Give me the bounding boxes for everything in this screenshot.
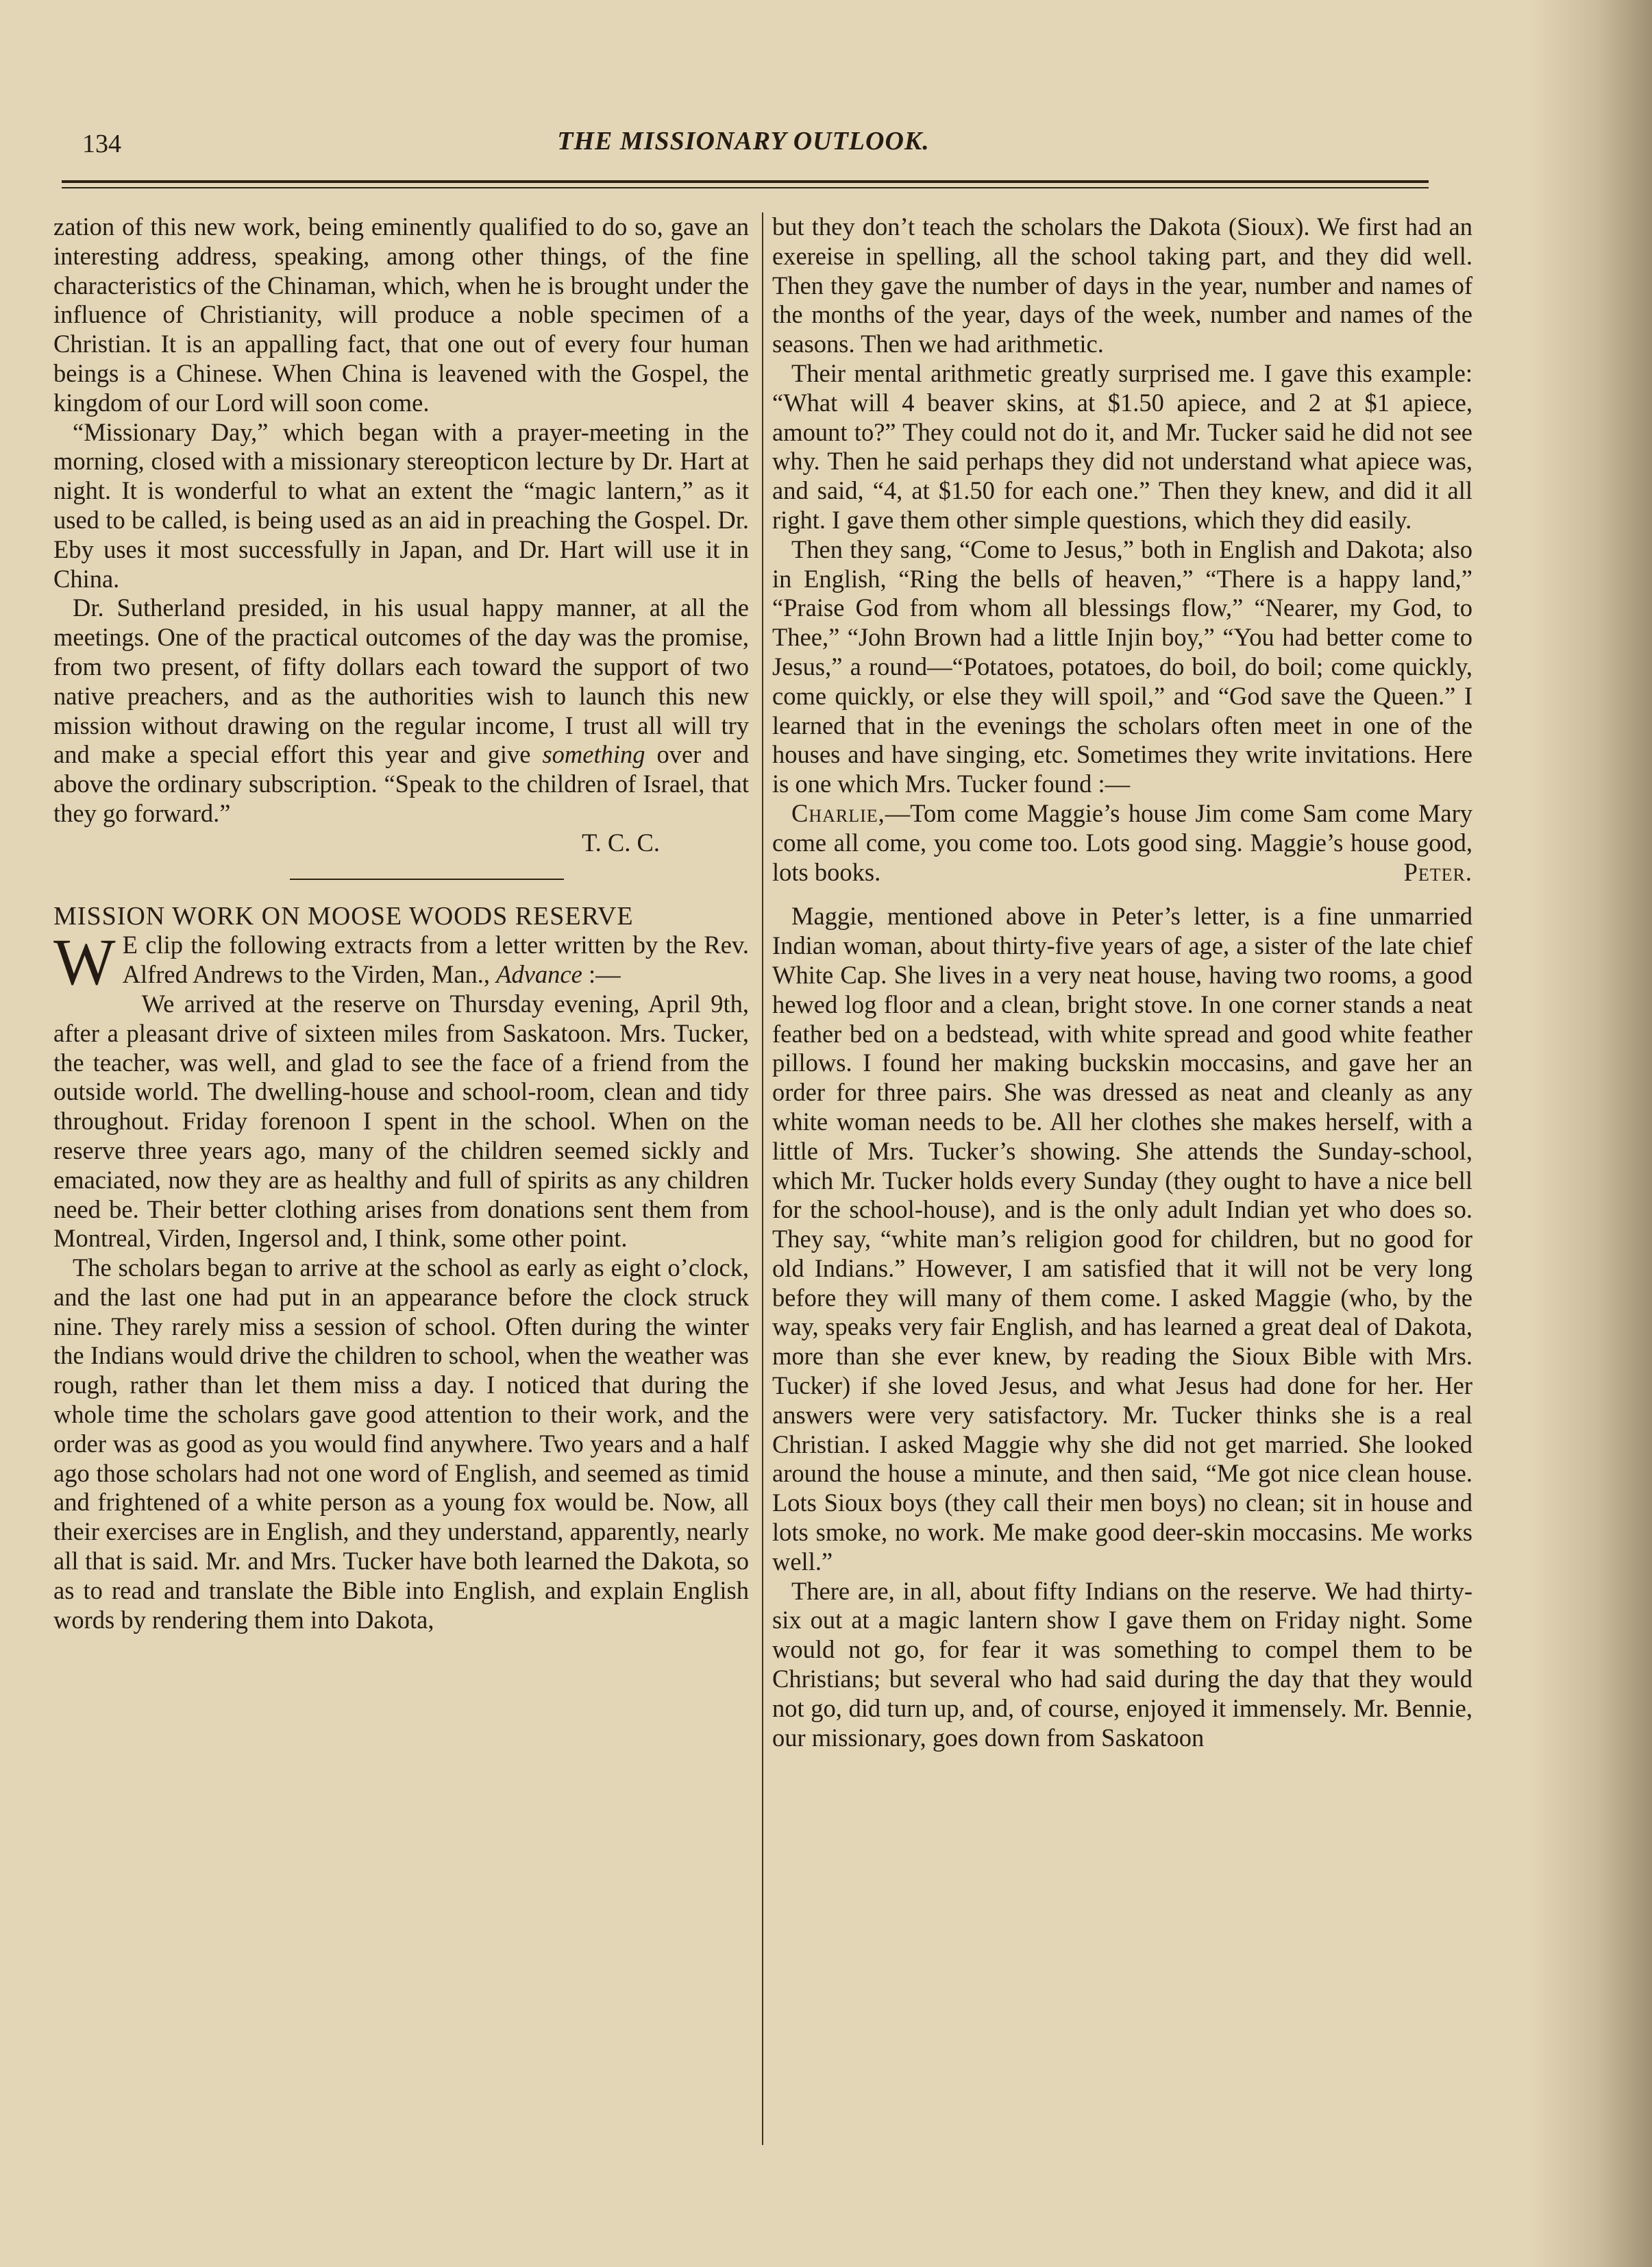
paragraph-text: E clip the following extracts from a letter written by the Rev. Alfred Andrews to the Virden, Man., xyxy=(122,931,749,989)
drop-cap: W xyxy=(53,925,116,999)
column-divider xyxy=(762,212,763,2145)
emphasis-text: something xyxy=(542,740,645,769)
paragraph xyxy=(53,593,749,828)
paragraph: There are, in all, about fifty Indians on the reserve. We had thirty-six out at a magic lantern show I gave them on Friday night. Some would not go, for fear it was something to compel them to be Christians; but several who had said during the day that they would not go, did turn up, and, of course, enjoyed it immensely. Mr. Bennie, our missionary, goes down from Saskatoon xyxy=(772,1576,1472,1752)
left-column xyxy=(53,212,749,1634)
header-rule-thin xyxy=(62,187,1429,188)
letter-text: —Tom come Maggie’s house Jim come Sam come Mary come all come, you come too. Lots good sing. Maggie’s house good, lots books. xyxy=(772,798,1472,886)
paragraph: Then they sang, “Come to Jesus,” both in English and Dakota; also in English, “Ring the bells of heaven,” “There is a happy land,” “Praise God from whom all blessings flow,” “Nearer, my God, to Thee,” “John Brown had a little Injin boy,” “You had better come to Jesus,” a round—“Potatoes, potatoes, do boil, do boil; come quickly, come quickly, or else they will spoil,” and “God save the Queen.” I learned that in the evenings the scholars often meet in one of the houses and have singing, etc. Sometimes they write invitations. Here is one which Mrs. Tucker found :— xyxy=(772,535,1472,798)
letter-salutation: Charlie, xyxy=(791,798,885,827)
intro-paragraph xyxy=(53,925,749,999)
paragraph: but they don’t teach the scholars the Dakota (Sioux). We first had an exereise in spelling, all the school taking part, and they did well. Then they gave the number of days in the year, number and names of the months of the year, days of the week, number and names of the seasons. Then we had arithmetic. xyxy=(772,212,1472,358)
header-rule-thick xyxy=(62,180,1429,183)
letter-signature: Peter. xyxy=(1403,857,1472,886)
paragraph: We arrived at the reserve on Thursday evening, April 9th, after a pleasant drive of sixteen miles from Saskatoon. Mrs. Tucker, the teacher, was well, and glad to see the face of a friend from the outside world. The dwelling-house and school-room, clean and tidy throughout. Friday forenoon I spent in the school. When on the reserve three years ago, many of the children seemed sickly and emaciated, now they are as healthy and full of spirits as any children need be. Their better clothing arises from donations sent them from Montreal, Virden, Ingersol and, I think, some other point. xyxy=(53,989,749,1253)
page-edge-shadow xyxy=(1529,0,1652,2267)
emphasis-text: Advance xyxy=(496,960,582,989)
page-header xyxy=(62,123,1425,164)
paragraph: Their mental arithmetic greatly surprised me. I gave this example: “What will 4 beaver skins, at $1.50 apiece, and 2 at $1 apiece, amount to?” They could not do it, and Mr. Tucker said he did not see why. Then he said perhaps they did not understand what apiece was, and said, “4, at $1.50 for each one.” Then they knew, and did it all right. I gave them other simple questions, which they did easily. xyxy=(772,358,1472,534)
paragraph-text: Dr. Sutherland presided, in his usual happy manner, at all the meetings. One of the practical outcomes of the day was the promise, from two present, of fifty dollars each toward the support of two native preachers, and as the authorities wish to launch this new mission without drawing on the regular income, I trust all will try and make a special effort this year and give xyxy=(53,593,749,769)
paragraph: Maggie, mentioned above in Peter’s letter, is a fine unmarried Indian woman, about thirty-five years of age, a sister of the late chief White Cap. She lives in a very neat house, having two rooms, a good hewed log floor and a clean, bright stove. In one corner stands a neat feather bed on a bedstead, with white spread and good white feather pillows. I found her making buckskin moccasins, and gave her an order for three pairs. She was dressed as neat and cleanly as any white woman needs to be. All her clothes she makes herself, with a little of Mrs. Tucker’s showing. She attends the Sunday-school, which Mr. Tucker holds every Sunday (they ought to have a nice bell for the school-house), and is the only adult Indian yet who does so. They say, “white man’s religion good for children, but no good for old Indians.” However, I am satisfied that it will not be very long before they will many of them come. I asked Maggie (who, by the way, speaks very fair English, and has learned a great deal of Dakota, more than she ever knew, by reading the Sioux Bible with Mrs. Tucker) if she loved Jesus, and what Jesus had done for her. Her answers were very satisfactory. Mr. Tucker thinks she is a real Christian. I asked Maggie why she did not get married. She looked around the house a minute, and then said, “Me got nice clean house. Lots Sioux boys (they call their men boys) no clean; sit in house and lots smoke, no work. Me make good deer-skin moccasins. Me works well.” xyxy=(772,902,1472,1576)
paragraph-text: :— xyxy=(582,960,621,989)
paragraph: “Missionary Day,” which began with a prayer-meeting in the morning, closed with a missionary stereopticon lecture by Dr. Hart at night. It is wonderful to what an extent the “magic lantern,” as it used to be called, is being used as an aid in preaching the Gospel. Dr. Eby uses it most successfully in Japan, and Dr. Hart will use it in China. xyxy=(53,417,749,593)
journal-title: THE MISSIONARY OUTLOOK. xyxy=(557,127,930,156)
section-heading: MISSION WORK ON MOOSE WOODS RESERVE xyxy=(53,901,634,931)
quoted-letter xyxy=(772,799,1472,887)
paragraph-text: over and above the ordinary subscription. “Speak to the children of Israel, that they go forward.” xyxy=(53,740,749,827)
right-column xyxy=(772,212,1472,1752)
paragraph: The scholars began to arrive at the school as early as eight o’clock, and the last one had put in an appearance before the clock struck nine. They rarely miss a session of school. Often during the winter the Indians would drive the children to school, when the weather was rough, rather than let them miss a day. I noticed that during the whole time the scholars gave good attention to their work, and the order was as good as you would find anywhere. Two years and a half ago those scholars had not one word of English, and seemed as timid and frightened of a white person as a young fox would be. Now, all their exercises are in English, and they understand, apparently, nearly all that is said. Mr. and Mrs. Tucker have both learned the Dakota, so as to read and translate the Bible into English, and explain English words by rendering them into Dakota, xyxy=(53,1253,749,1634)
article-signature: T. C. C. xyxy=(582,828,660,857)
section-divider xyxy=(290,879,564,880)
page-number: 134 xyxy=(82,130,121,158)
paragraph: zation of this new work, being eminently qualified to do so, gave an interesting address, speaking, among other things, of the fine characteristics of the Chinaman, which, when he is brought under the influence of Christianity, will produce a noble specimen of a Christian. It is an appalling fact, that one out of every four human beings is a Chinese. When China is leavened with the Gospel, the kingdom of our Lord will soon come. xyxy=(53,212,749,417)
